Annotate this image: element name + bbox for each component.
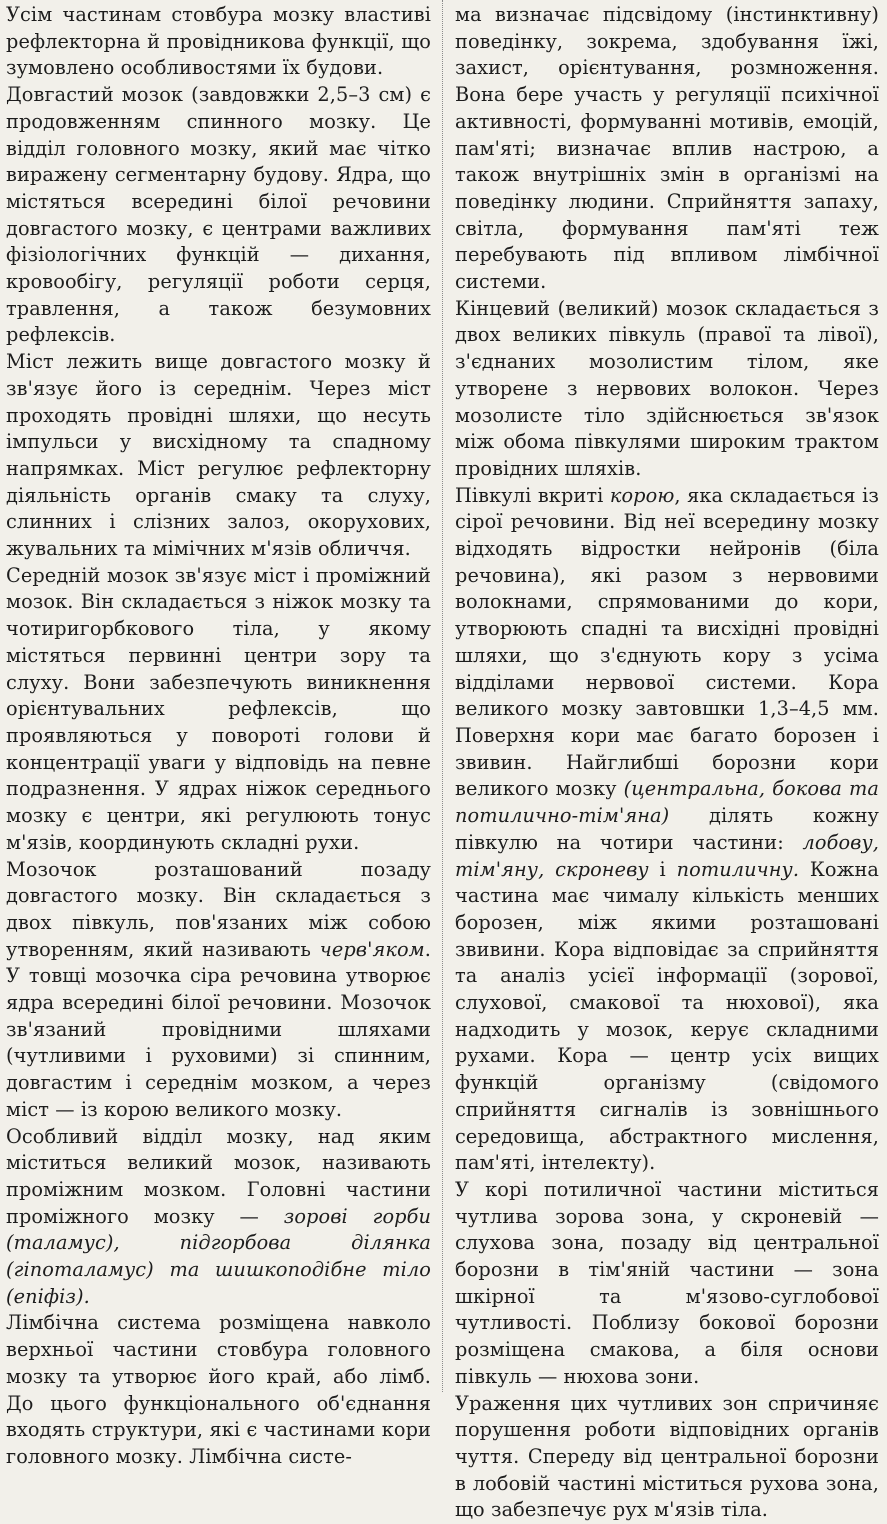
paragraph-text: Кінцевий (великий) мозок складається з двох великих півкуль (правої та лівої), з'єднаних мозолистим тілом, яке утворене з нервових волокон. Через мозолисте тіло здійснюється зв'язок між обома півкулями широким трактом провідних шляхів. [455,296,879,480]
paragraph-text: Особливий відділ мозку, над яким міститься великий мозок, називають проміжним мозком. Головні частини проміжного мозку — [6,1124,431,1228]
paragraph-text: , яка складається із сірої речовини. Від неї всередину мозку відходять відростки нейронів (біла речовина), які разом з нервовими волокнами, спрямованими до кори, утворюють спадні та висхідні провідні шляхи, що з'єднують кору з усіма відділами нервової системи. Кора великого мозку завтовшки 1,3–4,5 мм. Поверхня кори має багато борозен і звивин. Найглибші борозни кори великого мозку [455,483,879,801]
paragraph-text: Міст лежить вище довгастого мозку й зв'язує його із середнім. Через міст проходять провідні шляхи, що несуть імпульси у висхідному та спадному напрямках. Міст регулює рефлекторну діяльність органів смаку та слуху, слинних і слізних залоз, окорухових, жувальних та мімічних м'язів обличчя. [6,350,431,561]
paragraph-text: Кожна частина має чималу кількість менших борозен, між якими розташовані звивини. Кора відповідає за сприйняття та аналіз усієї інформації (зорової, слухової, смакової та нюхової), яка надходить у мозок, керує складними рухами. Кора — центр усіх вищих функцій організму (свідомого сприйняття сигналів із зовнішнього середовища, абстрактного мислення, пам'яті, інтелекту). [455,857,879,1175]
paragraph-text: Середній мозок зв'язує міст і проміжний мозок. Він складається з ніжок мозку та чотиригорбкового тіла, у якому містяться первинні центри зору та слуху. Вони забезпечують виникнення орієнтувальних рефлексів, що проявляються у повороті голови й концентрації уваги у відповідь на певне подразнення. У ядрах ніжок середнього мозку є центри, які регулюють тонус м'язів, координують складні рухи. [6,563,431,854]
italic-term: зорові горби (таламус), підгорбова ділянка (гіпоталамус) та шишкоподібне тіло (епіфіз). [6,1204,431,1308]
italic-term: потиличну. [676,857,800,881]
paragraph [455,1391,879,1524]
paragraph [6,563,431,857]
italic-term: черв'яком [319,937,425,961]
paragraph-text: Ураження цих чутливих зон спричиняє порушення роботи відповідних органів чуття. Спереду від центральної борозни в лобовій частині міститься рухова зона, що забезпечує рух м'язів тіла. [455,1391,879,1522]
paragraph-text: Усім частинам стовбура мозку властиві рефлекторна й провідникова функції, що зумовлено особливостями їх будови. [6,3,431,80]
paragraph [455,1177,879,1391]
paragraph [6,82,431,349]
paragraph [6,1124,431,1311]
paragraph-text: Довгастий мозок (завдовжки 2,5–3 см) є продовженням спинного мозку. Це відділ головного мозку, який має чітко виражену сегментарну будову. Ядра, що містяться всередині білої речовини довгастого мозку, є центрами важливих фізіологічних функцій — дихання, кровообігу, регуляції роботи серця, травлення, а також безумовних рефлексів. [6,83,431,347]
paragraph-text: . У товщі мозочка сіра речовина утворює ядра всередині білої речовини. Мозочок зв'язаний провідними шляхами (чутливими і руховими) зі спинним, довгастим і середнім мозком, а через міст — із корою великого мозку. [6,937,431,1121]
paragraph [6,2,431,82]
paragraph [6,857,431,1124]
italic-term: корою [609,483,675,507]
paragraph [6,1310,431,1470]
italic-term: (центральна, бокова та потилично-тім'яна) [455,777,879,828]
left-text-column [6,2,431,1471]
paragraph-text: Лімбічна система розміщена навколо верхньої частини стовбура головного мозку та утворює його край, або лімб. До цього функціонального об'єднання входять структури, які є частинами кори головного мозку. Лімбічна систе- [6,1311,431,1468]
paragraph-text: У корі потиличної частини міститься чутлива зорова зона, у скроневій — слухова зона, позаду від центральної борозни в тім'яній частини — зона шкірної та м'язово-суглобової чутливості. Поблизу бокової борозни розміщена смакова, а біля основи півкуль — нюхова зони. [455,1177,879,1388]
right-text-column [455,2,879,1524]
paragraph [455,2,879,296]
paragraph-text: і [648,857,677,881]
paragraph-text: Мозочок розташований позаду довгастого мозку. Він складається з двох півкуль, пов'язаних між собою утворенням, який називають [6,857,431,961]
italic-term: лобову, тім'яну, скроневу [455,830,879,881]
paragraph-text: ма визначає підсвідому (інстинктивну) поведінку, зокрема, здобування їжі, захист, орієнтування, розмноження. Вона бере участь у регуляції психічної активності, формуванні мотивів, емоцій, пам'яті; визначає вплив настрою, а також внутрішніх змін в організмі на поведінку людини. Сприйняття запаху, світла, формування пам'яті теж перебувають під впливом лімбічної системи. [455,3,879,294]
paragraph [6,349,431,563]
paragraph-text: Півкулі вкриті [455,483,610,507]
paragraph [455,483,879,1177]
paragraph-text: ділять кожну півкулю на чотири частини: [455,804,879,854]
paragraph [455,296,879,483]
column-divider [442,0,444,1392]
